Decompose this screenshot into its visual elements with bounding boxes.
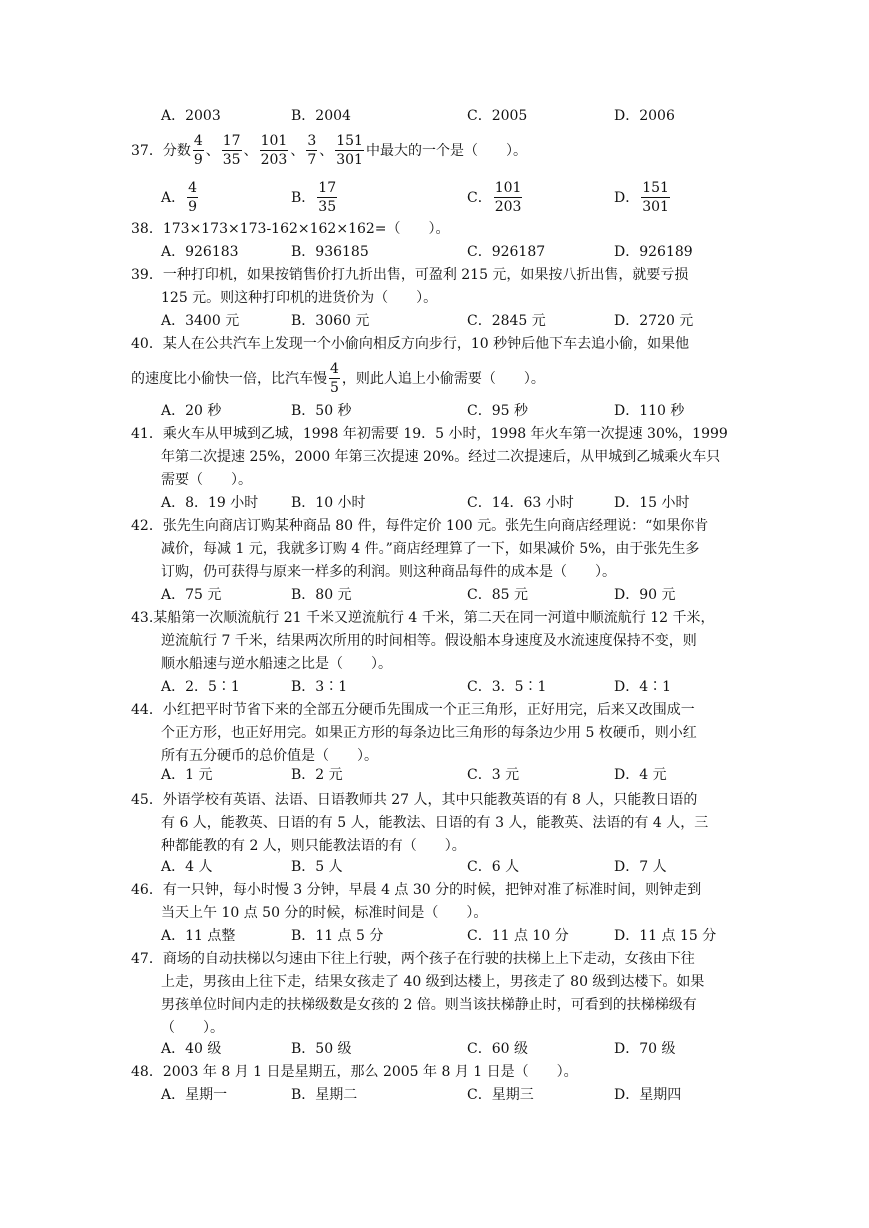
question-text: 39．一种打印机，如果按销售价打九折出售，可盈利 215 元，如果按八折出售，就要亏损 — [131, 267, 689, 283]
question-text: 46．有一只钟，每小时慢 3 分钟，早晨 4 点 30 分的时候，把钟对准了标准时间，则钟走到 — [131, 882, 702, 898]
question-text: 所有五分硬币的总价值是（ ）。 — [161, 748, 378, 764]
question-text: 上走，男孩由上往下走，结果女孩走了 40 级到达楼上，男孩走了 80 级到达楼下。如果 — [161, 974, 705, 990]
question-text: 男孩单位时间内走的扶梯级数是女孩的 2 倍。则当该扶梯静止时，可看到的扶梯梯级有 — [161, 997, 697, 1013]
option-c[interactable]: C．11 点 10 分 — [467, 928, 569, 944]
question-text: 45．外语学校有英语、法语、日语教师共 27 人，其中只能教英语的有 8 人，只能教日语的 — [131, 792, 698, 808]
option-d[interactable]: D．15 小时 — [614, 495, 690, 511]
option-c[interactable]: C．2845 元 — [467, 313, 546, 329]
options-row — [0, 1039, 869, 1059]
numerator: 4 — [193, 132, 203, 149]
option-a[interactable]: A．2003 — [161, 108, 221, 124]
option-c[interactable]: C．85 元 — [467, 587, 528, 603]
fraction — [494, 179, 523, 216]
question-text: 订购，仍可获得与原来一样多的利润。则这种商品每件的成本是（ ）。 — [161, 564, 616, 580]
option-b[interactable]: B．936185 — [291, 244, 369, 260]
options-row — [0, 401, 869, 421]
option-d[interactable]: D．11 点 15 分 — [614, 928, 717, 944]
question-text: 中最大的一个是（ ）。 — [365, 143, 527, 159]
denominator: 301 — [336, 151, 363, 168]
denominator: 7 — [307, 151, 317, 168]
question-text: ，则此人追上小偷需要（ ）。 — [341, 371, 545, 387]
question-text: 个正方形，也正好用完。如果正方形的每条边比三角形的每条边少用 5 枚硬币，则小红 — [161, 725, 697, 741]
numerator: 17 — [222, 132, 241, 149]
option-d[interactable]: D．2720 元 — [614, 313, 694, 329]
option-b[interactable]: B．50 秒 — [291, 403, 352, 419]
question-text: 当天上午 10 点 50 分的时候，标准时间是（ ）。 — [161, 905, 488, 921]
fraction — [222, 132, 242, 169]
question-text: 42．张先生向商店订购某种商品 80 件，每件定价 100 元。张先生向商店经理说：“如果你肯 — [131, 518, 709, 534]
option-d[interactable]: D．星期四 — [614, 1087, 682, 1103]
option-c[interactable]: C．926187 — [467, 244, 546, 260]
options-row — [0, 1085, 869, 1105]
option-c[interactable]: C．14．63 小时 — [467, 495, 574, 511]
options-row — [0, 242, 869, 262]
numerator: 101 — [494, 179, 522, 196]
fraction — [306, 132, 317, 169]
denominator: 35 — [318, 198, 337, 215]
option-b[interactable]: B．10 小时 — [291, 495, 366, 511]
option-c[interactable]: C．3．5∶1 — [467, 679, 547, 695]
options-row — [0, 585, 869, 605]
option-c[interactable]: C．95 秒 — [467, 403, 528, 419]
separator: 、 — [205, 143, 220, 159]
option-b[interactable]: B．11 点 5 分 — [291, 928, 384, 944]
separator: 、 — [319, 143, 334, 159]
options-row — [0, 493, 869, 513]
option-a[interactable]: A．11 点整 — [161, 928, 236, 944]
question-text: 44．小红把平时节省下来的全部五分硬币先围成一个正三角形，正好用完，后来又改围成一 — [131, 702, 695, 718]
denominator: 9 — [188, 198, 198, 215]
question-37 — [131, 128, 527, 172]
fraction — [317, 179, 337, 216]
options-row — [0, 311, 869, 331]
option-c[interactable]: C．3 元 — [467, 767, 520, 783]
question-text: 38．173×173×173-162×162×162=（ ）。 — [131, 221, 450, 237]
option-a[interactable]: A．4 人 — [161, 859, 213, 875]
denominator: 203 — [260, 151, 288, 168]
option-b[interactable]: B．50 级 — [291, 1041, 352, 1057]
question-text: 顺水船速与逆水船速之比是（ ）。 — [161, 656, 392, 672]
option-c[interactable]: C．6 人 — [467, 859, 520, 875]
option-a[interactable]: A．1 元 — [161, 767, 213, 783]
option-label: A． — [161, 190, 186, 206]
question-text: 47．商场的自动扶梯以匀速由下往上行驶，两个孩子在行驶的扶梯上上下走动，女孩由下往 — [131, 951, 695, 967]
option-d[interactable] — [614, 175, 672, 219]
numerator: 3 — [307, 132, 317, 149]
option-b[interactable]: B．3060 元 — [291, 313, 370, 329]
option-d[interactable]: D．7 人 — [614, 859, 667, 875]
numerator: 151 — [336, 132, 363, 149]
options-row — [0, 677, 869, 697]
option-d[interactable]: D．90 元 — [614, 587, 676, 603]
question-text: 48．2003 年 8 月 1 日是星期五，那么 2005 年 8 月 1 日是（ ）。 — [131, 1064, 578, 1080]
option-a[interactable]: A．星期一 — [161, 1087, 228, 1103]
numerator: 101 — [260, 132, 288, 149]
option-d[interactable]: D．2006 — [614, 108, 675, 124]
option-c[interactable]: C．60 级 — [467, 1041, 528, 1057]
fraction — [641, 179, 670, 216]
question-text: 分数 — [162, 143, 191, 159]
question-text: 41．乘火车从甲城到乙城，1998 年初需要 19．5 小时，1998 年火车第一次提速 30%，1999 — [131, 426, 728, 442]
fraction — [187, 179, 198, 216]
question-text: 40．某人在公共汽车上发现一个小偷向相反方向步行，10 秒钟后他下车去追小偷，如果他 — [131, 336, 690, 352]
option-b[interactable]: B．5 人 — [291, 859, 343, 875]
denominator: 35 — [222, 151, 241, 168]
question-text: 减价，每减 1 元，我就多订购 4 件。”商店经理算了一下，如果减价 5%，由于张先生多 — [161, 541, 700, 557]
option-c[interactable]: C．星期三 — [467, 1087, 534, 1103]
option-d[interactable]: D．926189 — [614, 244, 693, 260]
fraction — [193, 132, 204, 169]
option-a[interactable]: A．8．19 小时 — [161, 495, 259, 511]
question-text: 年第二次提速 25%，2000 年第三次提速 20%。经过二次提速后，从甲城到乙城乘火车只 — [161, 449, 721, 465]
question-40-line2 — [131, 357, 545, 399]
option-b[interactable]: B．80 元 — [291, 587, 352, 603]
option-label: B． — [291, 190, 316, 206]
fraction — [335, 132, 364, 169]
option-d[interactable]: D．110 秒 — [614, 403, 685, 419]
option-b[interactable]: B．星期二 — [291, 1087, 358, 1103]
denominator: 301 — [642, 198, 669, 215]
question-text: 125 元。则这种打印机的进货价为（ ）。 — [161, 290, 438, 306]
options-row — [0, 926, 869, 946]
separator: 、 — [243, 143, 258, 159]
option-a[interactable]: A．2．5∶1 — [161, 679, 240, 695]
question-text: 种都能教的有 2 人，则只能教法语的有（ ）。 — [161, 838, 466, 854]
option-a[interactable]: A．3400 元 — [161, 313, 240, 329]
option-a[interactable]: A．20 秒 — [161, 403, 222, 419]
option-a[interactable]: A．75 元 — [161, 587, 222, 603]
question-text: 有 6 人，能教英、日语的有 5 人，能教法、日语的有 3 人，能教英、法语的有 4 人，三 — [161, 815, 709, 831]
option-b[interactable]: B．2 元 — [291, 767, 343, 783]
separator: 、 — [290, 143, 305, 159]
denominator: 203 — [494, 198, 522, 215]
fraction — [329, 360, 340, 397]
option-c[interactable] — [467, 175, 524, 219]
question-text: 需要（ ）。 — [161, 472, 252, 488]
denominator: 5 — [330, 379, 339, 396]
option-b[interactable]: B．3∶1 — [291, 679, 348, 695]
numerator: 151 — [642, 179, 669, 196]
question-text: 43.某船第一次顺流航行 21 千米又逆流航行 4 千米，第二天在同一河道中顺流航行 12 千米， — [131, 610, 715, 626]
options-row — [0, 857, 869, 877]
options-row — [0, 106, 869, 126]
options-row — [0, 765, 869, 785]
option-b[interactable]: B．2004 — [291, 108, 351, 124]
option-d[interactable]: D．70 级 — [614, 1041, 676, 1057]
numerator: 4 — [188, 179, 198, 196]
option-d[interactable]: D．4∶1 — [614, 679, 672, 695]
option-c[interactable]: C．2005 — [467, 108, 528, 124]
numerator: 4 — [330, 360, 339, 377]
fraction — [260, 132, 289, 169]
option-a[interactable]: A．40 级 — [161, 1041, 222, 1057]
question-text: （ ）。 — [161, 1020, 224, 1036]
question-text: 的速度比小偷快一倍，比汽车慢 — [131, 371, 327, 387]
option-d[interactable]: D．4 元 — [614, 767, 667, 783]
numerator: 17 — [318, 179, 337, 196]
option-label: C． — [467, 190, 492, 206]
option-a[interactable] — [161, 175, 200, 219]
option-b[interactable] — [291, 175, 339, 219]
question-text: 逆流航行 7 千米，结果两次所用的时间相等。假设船本身速度及水流速度保持不变，则 — [161, 633, 697, 649]
question-number: 37． — [131, 143, 163, 159]
option-label: D． — [614, 190, 640, 206]
denominator: 9 — [193, 151, 203, 168]
option-a[interactable]: A．926183 — [161, 244, 239, 260]
